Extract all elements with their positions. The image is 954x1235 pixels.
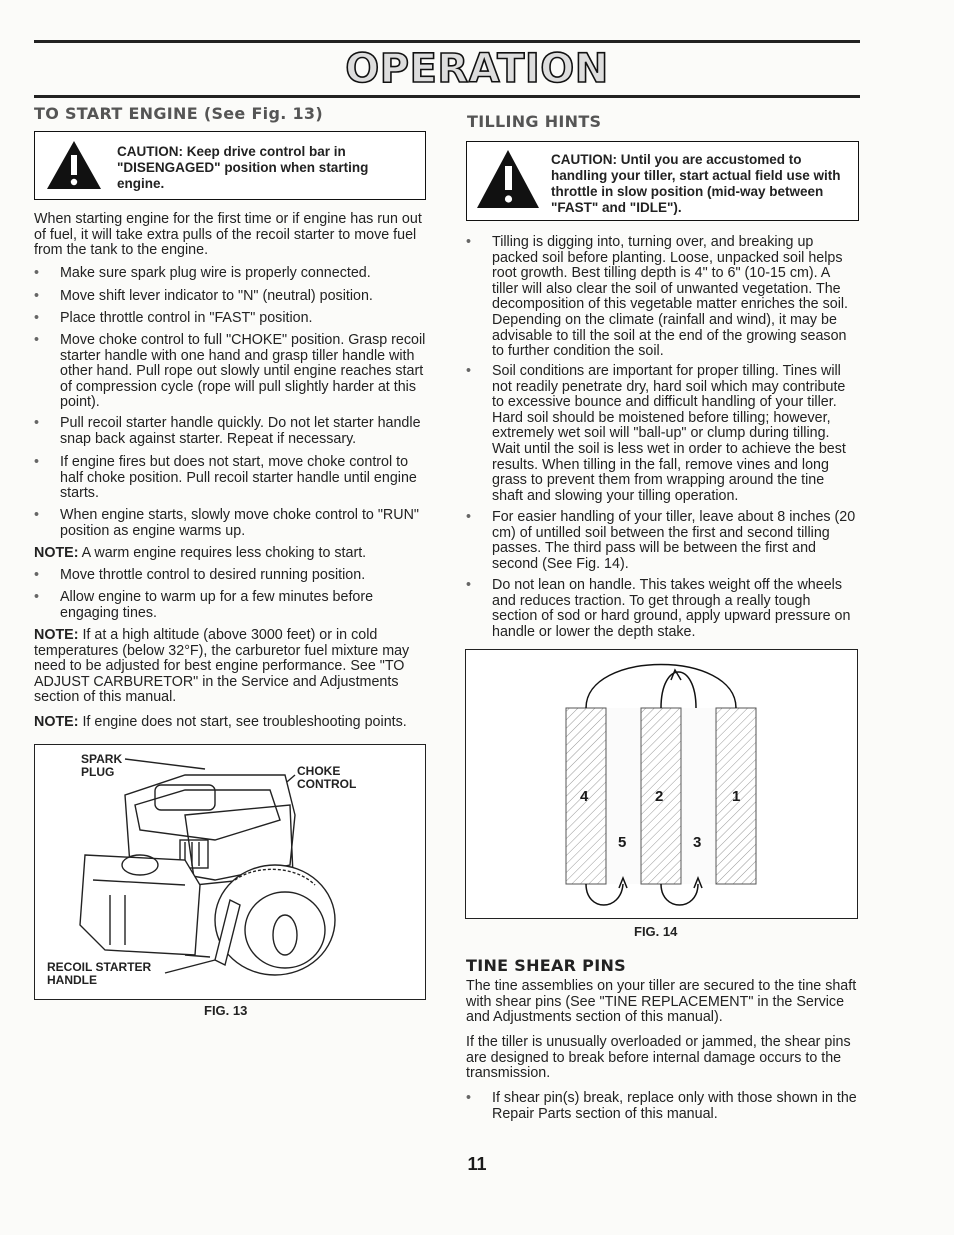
- bullet-dot: •: [466, 1090, 472, 1106]
- figure-13-caption: FIG. 13: [204, 1003, 248, 1018]
- bullet-dot: •: [34, 310, 40, 326]
- figure-14-tilling-passes: [465, 649, 858, 919]
- warning-triangle-icon: [475, 148, 541, 210]
- pass-label-5: 5: [618, 834, 627, 851]
- bullet-dot: •: [34, 288, 40, 304]
- shear-pins-paragraph-1: The tine assemblies on your tiller are secured to the tine shaft with shear pins (See "TINE REPLACEMENT" in the Service and Adjustments section of this manual).: [466, 978, 857, 1026]
- caution-box-start-engine: [34, 131, 426, 200]
- note-label: NOTE:: [34, 714, 79, 730]
- label-choke-control: CHOKE CONTROL: [297, 764, 357, 791]
- caution-text-tilling: CAUTION: Until you are accustomed to handling your tiller, start actual field use with throttle in slow position (mid-way between "FAST" and "IDLE").: [551, 152, 841, 215]
- bullet-dot: •: [466, 509, 472, 525]
- step-text: Allow engine to warm up for a few minutes before engaging tines.: [60, 589, 374, 621]
- pass-label-1: 1: [732, 788, 741, 805]
- top-rule: [34, 40, 860, 43]
- bullet-dot: •: [34, 454, 40, 470]
- note-text: If at a high altitude (above 3000 feet) or in cold temperatures (below 32°F), the carburetor fuel mixture may need to be adjusted for best engine performance. See "TO ADJUST CARBURETOR" in the Service and Adjustments section of this manual.: [34, 627, 410, 706]
- page-title: OPERATION: [345, 46, 609, 92]
- warning-triangle-icon: [45, 139, 103, 191]
- shear-pin-text: If shear pin(s) break, replace only with those shown in the Repair Parts section of this manual.: [492, 1090, 857, 1122]
- hint-text: Soil conditions are important for proper tilling. Tines will not readily penetrate dry, hard soil which may contribute to excessive bounce and difficult handling of your tiller. Hard soil should be moistened before tilling; however, extremely wet soil will "ball-up" or clump during tilling. Wait until the soil is less wet in order to achieve the best results. When tilling in the fall, remove vines and long grass to prevent them from wrapping around the tine shaft and slowing your tilling operation.: [492, 363, 846, 504]
- bullet-dot: •: [466, 577, 472, 593]
- note-troubleshooting: [34, 715, 424, 731]
- hint-text: For easier handling of your tiller, leave about 8 inches (20 cm) of untilled soil between the first and second tilling passes. The third pass will be between the first and second (See Fig. 14).: [492, 509, 856, 572]
- note-text: If engine does not start, see troubleshooting points.: [78, 714, 407, 730]
- step-text: Move throttle control to desired running position.: [60, 567, 366, 583]
- note-label: NOTE:: [34, 545, 79, 561]
- pass-label-2: 2: [655, 788, 664, 805]
- title-rule: [34, 95, 860, 98]
- bullet-dot: •: [34, 265, 40, 281]
- shear-pins-paragraph-2: If the tiller is unusually overloaded or jammed, the shear pins are designed to break before internal damage occurs to the transmission.: [466, 1034, 851, 1082]
- bullet-dot: •: [34, 332, 40, 348]
- step-text: If engine fires but does not start, move choke control to half choke position. Pull recoil starter handle until engine starts.: [60, 454, 417, 502]
- caution-text-start-engine: CAUTION: Keep drive control bar in "DISENGAGED" position when starting engine.: [117, 144, 369, 191]
- pass-label-4: 4: [580, 788, 589, 805]
- pass-label-3: 3: [693, 834, 702, 851]
- hint-text: Do not lean on handle. This takes weight off the wheels and reduces traction. To get through a really tough section of sod or hard ground, apply upward pressure on handle or lower the depth stake.: [492, 577, 851, 640]
- step-text: Move shift lever indicator to "N" (neutral) position.: [60, 288, 373, 304]
- page-number: 11: [467, 1154, 487, 1174]
- step-text: Place throttle control in "FAST" position.: [60, 310, 313, 326]
- bullet-dot: •: [34, 589, 40, 605]
- note-text: A warm engine requires less choking to start.: [78, 545, 367, 561]
- step-text: Pull recoil starter handle quickly. Do not let starter handle snap back against starter. Repeat if necessary.: [60, 415, 421, 447]
- bullet-dot: •: [466, 363, 472, 379]
- tilling-passes-illustration: [466, 650, 857, 918]
- bullet-dot: •: [34, 507, 40, 523]
- label-spark-plug: SPARK PLUG: [81, 752, 123, 779]
- note-high-altitude: [34, 628, 424, 706]
- step-text: When engine starts, slowly move choke control to "RUN" position as engine warms up.: [60, 507, 419, 539]
- figure-14-caption: FIG. 14: [634, 924, 678, 939]
- section-heading-start-engine: TO START ENGINE (See Fig. 13): [34, 104, 323, 123]
- bullet-dot: •: [466, 234, 472, 250]
- figure-13-engine: [34, 744, 426, 1000]
- label-recoil-starter-handle: RECOIL STARTER HANDLE: [47, 960, 152, 987]
- engine-illustration: [35, 745, 425, 999]
- step-text: Move choke control to full "CHOKE" position. Grasp recoil starter handle with one hand and grasp tiller handle with other hand. Pull rope out slowly until engine reaches start of compression cycle (rope will pull slightly harder at this point).: [60, 332, 426, 411]
- section-heading-tilling-hints: TILLING HINTS: [467, 112, 602, 131]
- caution-box-tilling: [466, 141, 859, 221]
- step-text: Make sure spark plug wire is properly connected.: [60, 265, 371, 281]
- hint-text: Tilling is digging into, turning over, and breaking up packed soil before planting. Loose, unpacked soil helps root growth. Best tilling depth is 4" to 6" (10-15 cm). A tiller will also clear the soil of unwanted vegetation. The decomposition of this vegetable matter enriches the soil. Depending on the climate (rainfall and wind), it may be advisable to till the soil at the end of the growing season to further condition the soil.: [492, 234, 849, 360]
- section-heading-tine-shear-pins: TINE SHEAR PINS: [466, 956, 626, 975]
- note-warm-engine: [34, 546, 424, 562]
- bullet-dot: •: [34, 567, 40, 583]
- bullet-dot: •: [34, 415, 40, 431]
- note-label: NOTE:: [34, 627, 79, 643]
- intro-paragraph: When starting engine for the first time or if engine has run out of fuel, it will take extra pulls of the recoil starter to move fuel from the tank to the engine.: [34, 211, 422, 259]
